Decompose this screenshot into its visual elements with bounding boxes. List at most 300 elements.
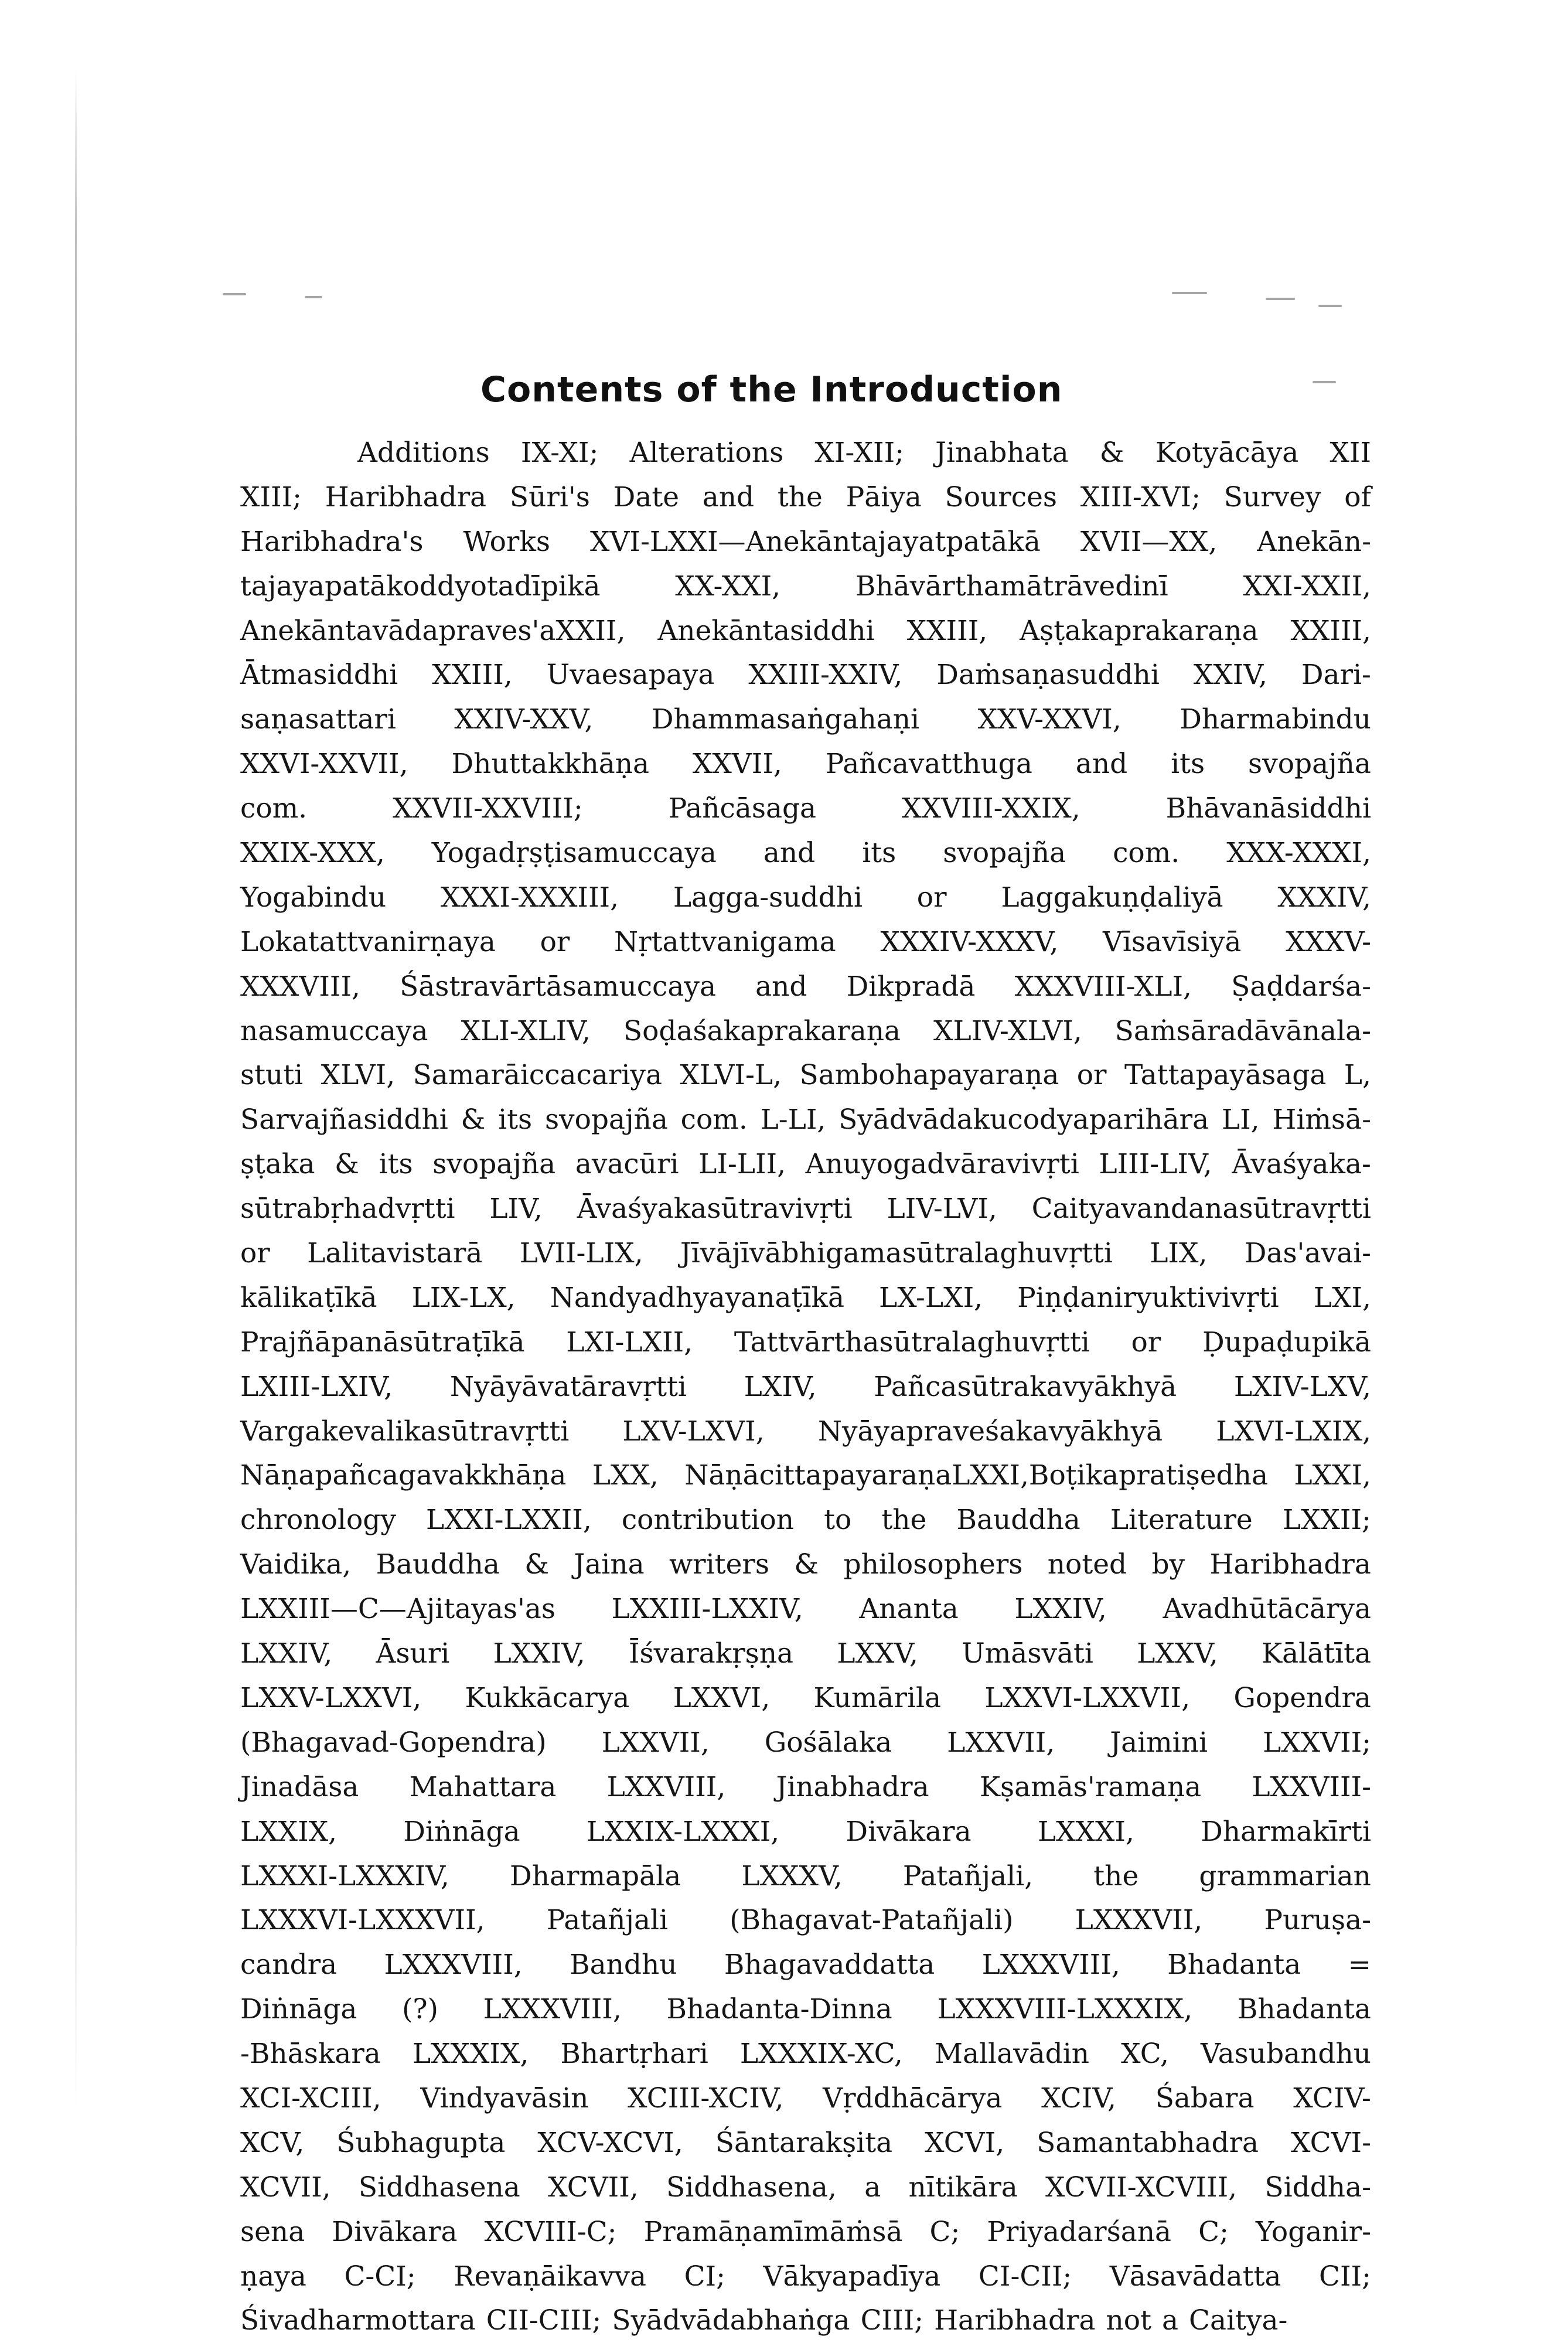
text-line	[240, 1365, 1371, 1409]
word: LXXIII—C—Ajitayas'as	[240, 1593, 555, 1626]
word: Revaṇāikavva	[454, 2260, 646, 2293]
word: Haribhadra's	[240, 525, 424, 558]
text-line	[240, 1231, 1371, 1276]
word: or	[540, 925, 570, 958]
word: Bandhu	[570, 1949, 677, 1981]
word: Works	[463, 525, 550, 558]
scan-speckle	[1313, 381, 1336, 383]
word: LXXXVIII,	[483, 1993, 622, 2026]
word: XVI-LXXI—Anekāntajayatpatākā	[590, 525, 1041, 558]
word: or	[1131, 1326, 1161, 1358]
word: Śabara	[1155, 2082, 1255, 2114]
word: Vargakevalikasūtravṛtti	[240, 1415, 570, 1448]
word: LXI,	[1313, 1281, 1371, 1314]
word: grammarian	[1199, 1860, 1371, 1892]
text-line	[240, 564, 1371, 609]
word: and	[702, 481, 755, 513]
word: Tattapayāsaga	[1124, 1059, 1327, 1092]
word: XXX-XXXI,	[1226, 837, 1371, 870]
word: L,	[1344, 1059, 1371, 1092]
word: Dari-	[1301, 659, 1371, 692]
word: (Bhagavat-Patañjali)	[730, 1904, 1014, 1937]
word: Bhāvanāsiddhi	[1165, 792, 1371, 825]
word: Alterations	[629, 437, 784, 469]
word: Śāstravārtāsamuccaya	[400, 970, 716, 1003]
word: XXIV,	[1193, 659, 1267, 692]
word: XXIII,	[432, 659, 513, 692]
word: Bauddha	[376, 1548, 500, 1581]
word: CIII;	[860, 2304, 924, 2337]
word: noted	[1047, 1548, 1127, 1581]
word: Nandyadhyayanaṭīkā	[550, 1281, 844, 1314]
word: Bhadanta-Dinna	[666, 1993, 892, 2026]
scan-edge-shadow	[75, 70, 77, 2110]
word: Bauddha	[956, 1504, 1080, 1537]
word: Dhammasaṅgahaṇi	[651, 703, 920, 736]
word: Pañcāsaga	[668, 792, 817, 825]
word: C-CI;	[344, 2260, 416, 2293]
word: (Bhagavad-Gopendra)	[240, 1726, 547, 1759]
word: XXVI-XXVII,	[240, 748, 408, 781]
text-line	[240, 1587, 1371, 1632]
word: stuti	[240, 1059, 304, 1092]
word: LXXXI,	[1037, 1815, 1134, 1848]
word: XCV,	[240, 2126, 305, 2159]
word: Jinadāsa	[240, 1770, 359, 1803]
word: nasamuccaya	[240, 1014, 428, 1047]
word: Saṁsāradāvānala-	[1114, 1014, 1371, 1047]
word: CII;	[1319, 2260, 1371, 2293]
word: XX-XXI,	[675, 570, 781, 602]
word: Vāsavādatta	[1109, 2260, 1281, 2293]
word: XCIII-XCIV,	[628, 2082, 784, 2114]
word: chronology	[240, 1504, 396, 1537]
word: LXXIV,	[1014, 1593, 1107, 1626]
word: XXIII,	[1290, 614, 1371, 647]
word: Mallavādin	[934, 2038, 1090, 2070]
word: Āvaśyakasūtravivṛti	[577, 1193, 853, 1225]
word: saṇasattari	[240, 703, 396, 736]
word: avacūri	[575, 1148, 679, 1181]
word: Sūri's	[509, 481, 590, 513]
word: Syādvādakucodyaparihāra	[838, 1104, 1209, 1136]
text-line	[240, 1854, 1371, 1899]
word: XXIV-XXV,	[454, 703, 594, 736]
word: XXXI-XXXIII,	[440, 881, 619, 914]
word: Jinabhata	[935, 437, 1069, 469]
word: Ṣaḍdarśa-	[1231, 970, 1371, 1003]
word: LXXIV,	[240, 1637, 333, 1670]
word: XCIV,	[1041, 2082, 1116, 2114]
word: LIX-LX,	[411, 1281, 516, 1314]
word: its	[862, 837, 897, 870]
word: XLIV-XLVI,	[933, 1014, 1082, 1047]
page-title: Contents of the Introduction	[480, 369, 1063, 410]
word: kālikaṭīkā	[240, 1281, 377, 1314]
word: Divākara	[332, 2215, 458, 2248]
word: XXXIV-XXXV,	[880, 925, 1059, 958]
word: LXIV,	[744, 1370, 817, 1403]
word: XCIV-	[1293, 2082, 1371, 2114]
text-line	[240, 520, 1371, 564]
word: Caitya-	[1189, 2304, 1288, 2337]
word: Jaimini	[1110, 1726, 1208, 1759]
word: XI-XII;	[814, 437, 905, 469]
word: Bhagavaddatta	[724, 1949, 935, 1981]
word: sūtrabṛhadvṛtti	[240, 1193, 455, 1225]
word: XXVIII-XXIX,	[902, 792, 1080, 825]
word: Samarāiccacariya	[413, 1059, 662, 1092]
word: Nyāyāvatāravṛtti	[449, 1370, 687, 1403]
word: -Bhāskara	[240, 2038, 381, 2070]
word: LX-LXI,	[879, 1281, 983, 1314]
word: LXXXIX-XC,	[739, 2038, 903, 2070]
word: Vaidika,	[240, 1548, 352, 1581]
word: Pāiya	[846, 481, 922, 513]
text-line	[240, 965, 1371, 1009]
text-line	[240, 2076, 1371, 2121]
word: XCV-XCVI,	[537, 2126, 683, 2159]
word: contribution	[621, 1504, 794, 1537]
word: LXXXVI-LXXXVII,	[240, 1904, 485, 1937]
word: svopajña	[1248, 748, 1371, 781]
word: LXXIX,	[240, 1815, 338, 1848]
word: Anekāntasiddhi	[657, 614, 875, 647]
text-line	[240, 920, 1371, 965]
word: Haribhadra	[934, 2304, 1096, 2337]
word: Yoganir-	[1255, 2215, 1371, 2248]
word: XCVII,	[240, 2171, 331, 2204]
word: Śivadharmottara	[240, 2304, 476, 2337]
word: Bhadanta	[1167, 1949, 1301, 1981]
word: Daṁsaṇasuddhi	[936, 659, 1160, 692]
word: XXXIV,	[1277, 881, 1371, 914]
word: its	[498, 1104, 533, 1136]
word: Gośālaka	[764, 1726, 892, 1759]
word: =	[1348, 1949, 1371, 1981]
word: Patañjali,	[902, 1860, 1034, 1892]
word: Haribhadra	[1209, 1548, 1371, 1581]
word: LXXV-LXXVI,	[240, 1681, 422, 1714]
text-line	[240, 1320, 1371, 1365]
word: Divākara	[846, 1815, 972, 1848]
word: svopajña	[432, 1148, 556, 1181]
word: XLVI,	[321, 1059, 396, 1092]
word: LXXIV,	[493, 1637, 585, 1670]
word: LXI-LXII,	[566, 1326, 693, 1358]
word: Anekāntavādapraves'aXXII,	[240, 614, 626, 647]
word: &	[524, 1548, 550, 1581]
word: Patañjali	[546, 1904, 669, 1937]
word: LIII-LIV,	[1099, 1148, 1212, 1181]
text-line	[240, 697, 1371, 742]
word: LVII-LIX,	[519, 1237, 643, 1270]
text-line	[240, 1453, 1371, 1498]
word: its	[379, 1148, 413, 1181]
word: Kumārila	[813, 1681, 942, 1714]
word: a	[1162, 2304, 1179, 2337]
text-line	[240, 653, 1371, 697]
scan-speckle	[1318, 305, 1342, 307]
word: XCVI-	[1291, 2126, 1371, 2159]
text-line	[240, 431, 1371, 475]
word: nītikāra	[908, 2171, 1018, 2204]
word: Bhāvārthamātrāvedinī	[855, 570, 1168, 602]
word: Syādvādabhaṅga	[612, 2304, 850, 2337]
word: Mahattara	[409, 1770, 557, 1803]
word: Prajñāpanāsūtraṭīkā	[240, 1326, 525, 1358]
word: Dikpradā	[846, 970, 976, 1003]
word: Dharmapāla	[510, 1860, 681, 1892]
word: Puruṣa-	[1264, 1904, 1371, 1937]
word: XCI-XCIII,	[240, 2082, 381, 2114]
word: XXIII-XXIV,	[748, 659, 903, 692]
text-line	[240, 2165, 1371, 2210]
word: and	[1075, 748, 1128, 781]
word: Dharmabindu	[1180, 703, 1371, 736]
word: Pañcavatthuga	[825, 748, 1032, 781]
word: LIX,	[1150, 1237, 1208, 1270]
word: Kukkācarya	[465, 1681, 630, 1714]
word: Diṅnāga	[240, 1993, 357, 2026]
word: XLVI-L,	[680, 1059, 782, 1092]
word: LXVI-LXIX,	[1216, 1415, 1371, 1448]
word: and	[755, 970, 807, 1003]
word: Nṛtattvanigama	[613, 925, 836, 958]
word: the	[1093, 1860, 1139, 1892]
text-line	[240, 1721, 1371, 1765]
word: LXXIX-LXXXI,	[586, 1815, 780, 1848]
word: Vākyapadīya	[763, 2260, 941, 2293]
word: the	[777, 481, 823, 513]
word: &	[794, 1548, 819, 1581]
word: Siddhasena,	[666, 2171, 837, 2204]
word: Vīsavīsiyā	[1102, 925, 1242, 958]
word: Samantabhadra	[1037, 2126, 1259, 2159]
text-line	[240, 1810, 1371, 1854]
word: and	[763, 837, 816, 870]
word: LXXXVIII-LXXXIX,	[937, 1993, 1193, 2026]
word: XXI-XXII,	[1243, 570, 1371, 602]
word: Hiṁsā-	[1272, 1104, 1371, 1136]
text-line	[240, 1676, 1371, 1721]
word: Anuyogadvāravivṛti	[805, 1148, 1079, 1181]
word: Vindyavāsin	[420, 2082, 589, 2114]
word: Bhadanta	[1237, 1993, 1371, 2026]
word: Ananta	[859, 1593, 959, 1626]
word: Soḍaśakaprakaraṇa	[623, 1014, 901, 1047]
word: Avadhūtācārya	[1163, 1593, 1371, 1626]
word: Aṣṭakaprakaraṇa	[1020, 614, 1259, 647]
word: of	[1344, 481, 1371, 513]
word: Nāṇapañcagavakkhāṇa	[240, 1459, 567, 1492]
text-line	[240, 1409, 1371, 1454]
word: LXXVIII,	[606, 1770, 726, 1803]
word: com.	[1113, 837, 1180, 870]
word: LXV-LXVI,	[622, 1415, 765, 1448]
word: or	[916, 881, 947, 914]
text-line	[240, 1898, 1371, 1943]
word: CI;	[684, 2260, 725, 2293]
word: Lalitavistarā	[307, 1237, 483, 1270]
word: candra	[240, 1949, 338, 1981]
text-line	[240, 2032, 1371, 2076]
word: Lokatattvanirṇaya	[240, 925, 496, 958]
word: XCVI,	[925, 2126, 1005, 2159]
word: LI-LII,	[698, 1148, 786, 1181]
word: Vṛddhācārya	[823, 2082, 1003, 2114]
word: CI-CII;	[978, 2260, 1072, 2293]
word: XXV-XXVI,	[977, 703, 1122, 736]
word: XCVII,	[548, 2171, 639, 2204]
text-line	[240, 1943, 1371, 1987]
word: XXXVIII-XLI,	[1014, 970, 1192, 1003]
word: IX-XI;	[520, 437, 599, 469]
word: LXXXI-LXXXIV,	[240, 1860, 449, 1892]
word: or	[1076, 1059, 1107, 1092]
word: Jinabhadra	[776, 1770, 929, 1803]
word: Sources	[945, 481, 1058, 513]
scan-speckle	[1266, 298, 1295, 300]
word: Vasubandhu	[1200, 2038, 1371, 2070]
text-line	[240, 831, 1371, 876]
word: Date	[613, 481, 680, 513]
word: Ḍupaḍupikā	[1202, 1326, 1371, 1358]
word: Pramāṇamīmāṁsā	[643, 2215, 903, 2248]
word: ṣṭaka	[240, 1148, 315, 1181]
word: svopajña	[544, 1104, 668, 1136]
word: LXXXIX,	[412, 2038, 529, 2070]
text-line	[240, 876, 1371, 920]
word: Pañcasūtrakavyākhyā	[874, 1370, 1177, 1403]
word: Piṇḍaniryuktivivṛti	[1017, 1281, 1279, 1314]
word: Sambohapayaraṇa	[799, 1059, 1059, 1092]
word: writers	[669, 1548, 769, 1581]
text-line	[240, 1276, 1371, 1320]
word: C;	[1198, 2215, 1229, 2248]
word: Umāsvāti	[962, 1637, 1093, 1670]
word: LXX,	[592, 1459, 659, 1492]
word: tajayapatākoddyotadīpikā	[240, 570, 601, 602]
word: Additions	[357, 437, 490, 469]
word: (?)	[402, 1993, 438, 2026]
text-line	[240, 786, 1371, 831]
text-line	[240, 609, 1371, 653]
word: XXXVIII,	[240, 970, 360, 1003]
word: Caityavandanasūtravṛtti	[1031, 1193, 1371, 1225]
word: LIV,	[489, 1193, 543, 1225]
word: &	[461, 1104, 486, 1136]
word: a	[864, 2171, 881, 2204]
word: philosophers	[843, 1548, 1023, 1581]
word: Jaina	[574, 1548, 645, 1581]
text-line	[240, 475, 1371, 520]
word: Śāntarakṣita	[715, 2126, 893, 2159]
word: Dharmakīrti	[1201, 1815, 1371, 1848]
word: LIV-LVI,	[887, 1193, 997, 1225]
word: Ātmasiddhi	[240, 659, 398, 692]
word: Āsuri	[376, 1637, 450, 1670]
text-line	[240, 1053, 1371, 1098]
word: XXIX-XXX,	[240, 837, 385, 870]
word: Dhuttakkhāṇa	[451, 748, 650, 781]
text-line	[240, 1765, 1371, 1810]
word: NāṇācittapayaraṇaLXXI,Boṭikapratiṣedha	[684, 1459, 1268, 1492]
word: Kṣamās'ramaṇa	[979, 1770, 1202, 1803]
text-line	[240, 1098, 1371, 1142]
word: Lagga-suddhi	[673, 881, 863, 914]
word: Siddhasena	[358, 2171, 520, 2204]
word: LI,	[1221, 1104, 1260, 1136]
word: Kotyācāya	[1155, 437, 1299, 469]
word: XXIII,	[906, 614, 988, 647]
word: LXXVI-LXXVII,	[984, 1681, 1191, 1714]
word: XCVIII-C;	[484, 2215, 617, 2248]
word: &	[335, 1148, 359, 1181]
word: Diṅnāga	[403, 1815, 520, 1848]
word: LXXV,	[837, 1637, 918, 1670]
word: &	[1099, 437, 1124, 469]
word: Yogadṛṣṭisamuccaya	[431, 837, 717, 870]
scan-speckle	[1172, 292, 1207, 294]
word: XXVII-XXVIII;	[393, 792, 583, 825]
word: Survey	[1223, 481, 1321, 513]
text-line	[240, 1542, 1371, 1587]
word: LXXXVIII,	[384, 1949, 523, 1981]
word: Īśvarakṛṣṇa	[628, 1637, 794, 1670]
word: Uvaesapaya	[546, 659, 715, 692]
word: Priyadarśanā	[987, 2215, 1172, 2248]
text-line	[240, 1632, 1371, 1676]
word: LXXVII,	[601, 1726, 710, 1759]
scan-speckle	[223, 293, 246, 295]
text-line	[240, 1987, 1371, 2032]
word: Tattvārthasūtralaghuvṛtti	[734, 1326, 1090, 1358]
scan-speckle	[305, 296, 322, 298]
word: LXXVII;	[1262, 1726, 1371, 1759]
word: XII	[1330, 437, 1371, 469]
text-line	[240, 1142, 1371, 1187]
word: Literature	[1110, 1504, 1253, 1537]
word: XIII-XVI;	[1080, 481, 1201, 513]
text-line	[240, 742, 1371, 786]
word: ṇaya	[240, 2260, 306, 2293]
text-line	[240, 2210, 1371, 2255]
word: LXIII-LXIV,	[240, 1370, 393, 1403]
word: LXIV-LXV,	[1233, 1370, 1371, 1403]
word: LXXI,	[1294, 1459, 1371, 1492]
word: LXXXVII,	[1075, 1904, 1203, 1937]
word: Laggakuṇḍaliyā	[1001, 881, 1223, 914]
word: Das'avai-	[1244, 1237, 1371, 1270]
word: LXXV,	[1137, 1637, 1218, 1670]
word: Jīvājīvābhigamasūtralaghuvṛtti	[680, 1237, 1113, 1270]
word: Yogabindu	[240, 881, 387, 914]
word: LXXI-LXXII,	[425, 1504, 592, 1537]
text-line	[240, 1187, 1371, 1231]
word: LXXVI,	[673, 1681, 771, 1714]
contents-paragraph	[240, 431, 1371, 2343]
word: Śubhagupta	[336, 2126, 506, 2159]
word: XLI-XLIV,	[461, 1014, 591, 1047]
word: Bhartṛhari	[560, 2038, 708, 2070]
word: LXXXV,	[741, 1860, 843, 1892]
word: XCVII-XCVIII,	[1045, 2171, 1238, 2204]
word: LXXXVIII,	[981, 1949, 1120, 1981]
word: LXXVII,	[947, 1726, 1055, 1759]
word: to	[824, 1504, 852, 1537]
word: or	[240, 1237, 270, 1270]
